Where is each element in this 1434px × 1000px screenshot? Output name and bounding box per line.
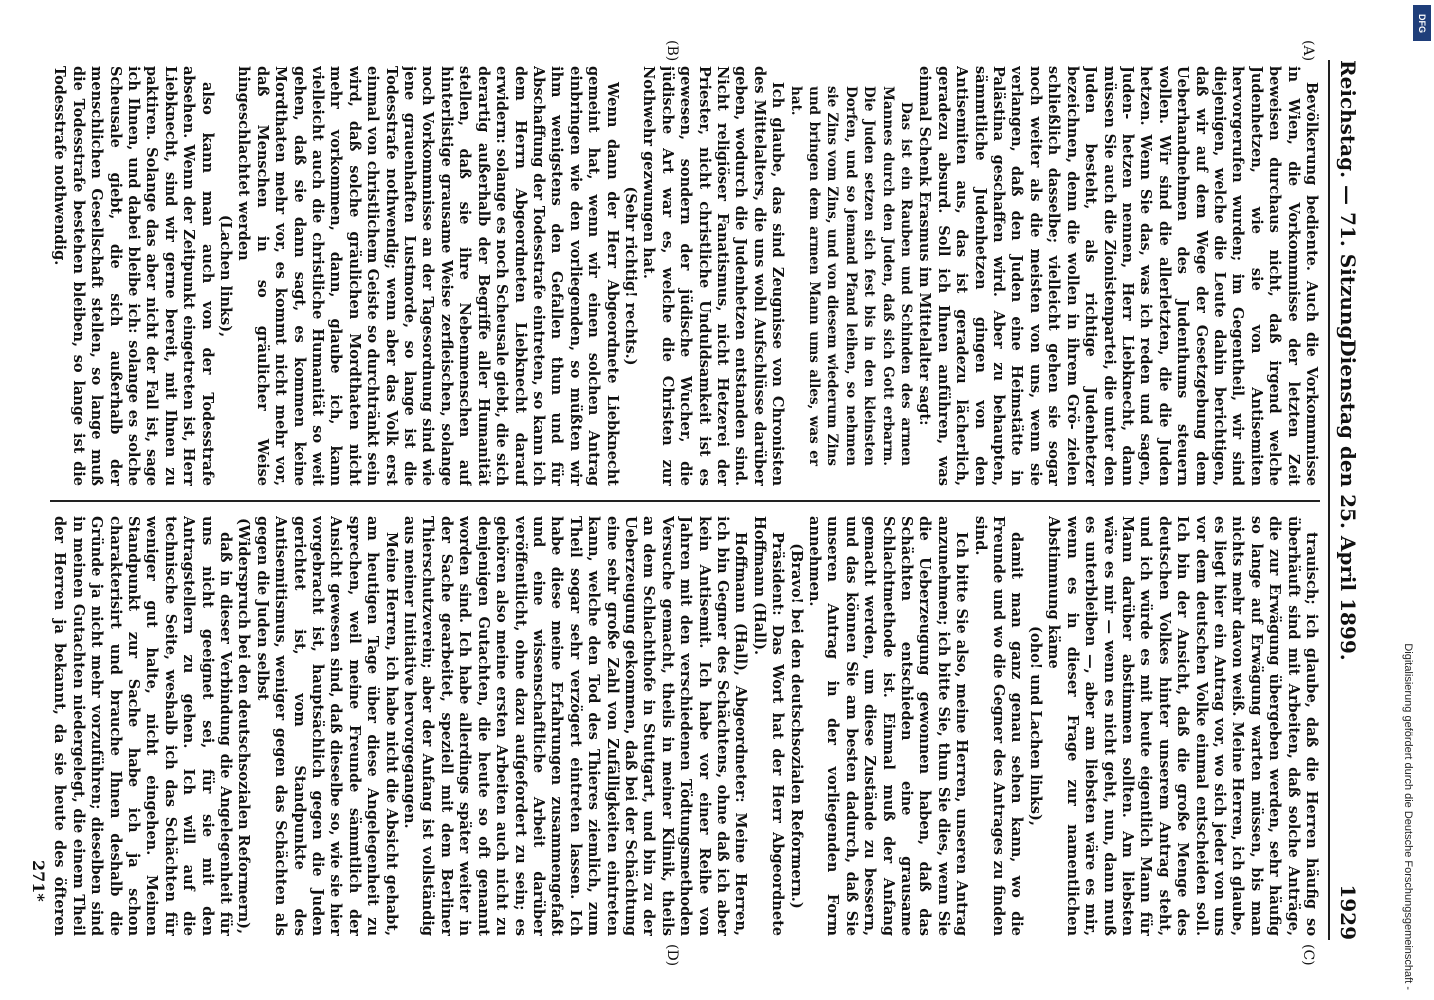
margin-marker-c: (C) (1300, 944, 1316, 966)
paragraph: Wenn dann der Herr Abgeordnete Liebknecht gemeint hat, wenn wir einen solchen Antrag einbringen wie den vorliegenden, so müßten wir ihm wenigstens den Gefallen thun und für Abschaffung der Todesstrafe eintreten, so kann ich dem Herrn Abgeordneten Liebknecht darauf erwidern: solange es noch Scheusale giebt, die sich derartig außerhalb der Begriffe aller Humanität stellen, daß sie ihre Nebenmenschen auf hinterlistige grausame Weise zerfleischen, solange noch Vorkommnisse an der Tagesordnung sind wie jene grauenhaften Lustmorde, so lange ist die Todesstrafe nothwendig; wenn aber das Volk erst einmal von christlichem Geiste so durchtränkt sein wird, daß solche gräulichen Mordthaten nicht mehr vorkommen, dann, glaube ich, kann vielleicht auch die christliche Humanität so weit gehen, daß sie dann sagt, es kommen keine Mordthaten mehr vor, es kommt nicht mehr vor, daß Menschen in so gräulicher Weise hingeschlachtet werden (235, 66, 621, 486)
paragraph: Ich bitte Sie also, meine Herren, unseren Antrag anzunehmen; ich bitte Sie, thun Sie dies, wenn Sie die Ueberzeugung gewonnen haben, daß das Schächten entschieden eine grausame Schlachtmethode ist. Einmal muß der Anfang gemacht werden, um diese Zustände zu bessern, und das können Sie am besten dadurch, daß Sie unseren Antrag in der vorliegenden Form annehmen. (806, 516, 971, 936)
interjection: (Widerspruch bei den deutschsozialen Reformern), (235, 517, 253, 935)
paragraph: Meine Herren, ich habe nicht die Absicht gehabt, am heutigen Tage über diese Angelegenheit zu sprechen, weil meine Freunde sämmtlich der Ansicht gewesen sind, daß dieselbe so, wie sie hier vorgebracht ist, hauptsächlich gegen die Juden gerichtet ist, vom Standpunkte des Antisemitismus, weniger gegen das Schächten als gegen die Juden selbst (253, 516, 400, 936)
left-column (50, 66, 1320, 486)
interjection: (oho! und Lachen links), (1026, 626, 1044, 826)
margin-marker-b: (B) (664, 40, 680, 62)
paragraph: also kann man auch von der Todesstrafe absehen. Wenn der Zeitpunkt eingetreten ist, Herr Liebknecht, sind wir gerne bereit, mit Ihnen zu paktiren. Solange das aber nicht der Fall ist, sage ich Ihnen, und dabei bleibe ich: solange es solche Scheusale giebt, die sich außerhalb der menschlichen Gesellschaft stellen, so lange muß die Todesstrafe bestehen bleiben, so lange ist die Todesstrafe nothwendig. (51, 66, 216, 486)
paragraph: Ich glaube, das sind Zeugnisse von Chronisten des Mittelalters, die uns wohl Aufschlüsse darüber geben, wodurch die Judenhetzen entstanden sind. Nicht religiöser Fanatismus, nicht Hetzerei der Priester, nicht christliche Unduldsamkeit ist es gewesen, sondern der jüdische Wucher, die jüdische Art war es, welche die Christen zur Nothwehr gezwungen hat. (640, 66, 787, 486)
header-center: Dienstag den 25. April 1899. (1336, 339, 1360, 661)
paragraph: Bevölkerung bediente. Auch die Vorkommnisse in Wien, die Vorkommnisse der letzten Zeit beweisen durchaus nicht, daß irgend welche Judenhetzen, wie sie von Antisemiten hervorgerufen wurden; im Gegentheil, wir sind diejenigen, welche die Leute dahin berichtigen, daß wir auf dem Wege der Gesetzgebung dem Ueberhandnehmen des Judenthums steuern wollen. Wir sind die allerletzten, die die Juden hetzen. Wenn Sie das, was ich reden und sagen, Juden- hetzen nennen, Herr Liebknecht, dann müssen Sie auch die Zionistenpartei, die unter den Juden besteht, als richtige Judenhetzer bezeichnen, denn die wollen in ihrem Grö- zielen schließlich dasselbe; vielleicht gehen sie sogar noch weiter als die meisten von uns, wenn sie verlangen, daß den Juden eine Heimstätte in Palästina geschaffen wird. Aber zu behaupten, sämmtliche Judenhetzen gingen von den Antisemiten aus, das ist geradezu lächerlich, geradezu absurd. Soll ich Ihnen anführen, was einmal Schenk Erasmus im Mittelalter sagt: (916, 66, 1320, 486)
quotation: Das ist ein Rauben und Schinden des armen Mannes durch den Juden, daß sich Gott erbarm. Die Juden setzen sich fest bis in den kleinsten Dorfen, und so jemand Pfand leihen, so nehmen sie Zins vom Zins, und von diesem wiederum Zins und bringen dem armen Mann ums alles, was er hat. (787, 86, 915, 466)
margin-marker-d: (D) (664, 944, 680, 967)
interjection: (Bravo! bei den deutschsozialen Reformern.) (787, 543, 805, 909)
margin-marker-a: (A) (1300, 40, 1316, 62)
paragraph: damit man ganz genau sehen kann, wo die Freunde und wo die Gegner des Antrages zu finden sind. (971, 516, 1026, 936)
interjection: (Sehr richtig! rechts.) (621, 186, 639, 366)
page-header (1330, 60, 1360, 940)
paragraph: Präsident: Das Wort hat der Herr Abgeordnete Hoffmann (Hall). (750, 516, 787, 936)
page-number: 1929 (1336, 884, 1360, 940)
paragraph: trauisch; ich glaube, daß die Herren häufig so überhäuft sind mit Arbeiten, daß solche Anträge, die zur Erwägung übergeben werden, sehr häufig so lange auf Erwägung warten müssen, bis man nichts mehr davon weiß. Meine Herren, ich glaube, es liegt hier ein Antrag vor, wo sich jeder von uns vor dem deutschen Volke einmal entscheiden soll. Ich bin der Ansicht, daß die große Menge des deutschen Volkes hinter unserem Antrag steht, und ich würde es mit heute eigentlich Mann für Mann darüber abstimmen sollten. Am liebsten wäre es mir — wenn es nicht geht, nun, dann muß es unterbleiben —, aber am liebsten wäre es mir, wenn es in dieser Frage zur namentlichen Abstimmung käme (1045, 516, 1320, 936)
header-left: Reichstag. — 71. Sitzung. (1336, 60, 1360, 347)
page-signature: 271* (29, 860, 48, 902)
column-divider (50, 500, 1320, 502)
digitization-credit: Digitalisierung gefördert durch die Deutsche Forschungsgemeinschaft - (1402, 643, 1414, 990)
dfg-logo: DFG (1413, 5, 1431, 41)
paragraph: Hoffmann (Hall), Abgeordneter: Meine Herren, ich bin Gegner des Schächtens, ohne daß ich aber kein Antisemit. Ich habe vor einer Reihe von Jahren mit den verschiedenen Tödtungsmethoden Versuche gemacht, theils in meiner Klinik, theils an dem Schlachthofe in Stuttgart, und bin zu der Ueberzeugung gekommen, daß bei der Schächtung eine sehr große Zahl von Zufälligkeiten eintreten kann, welche den Tod des Thieres ziemlich, zum Theil sogar sehr verzögert eintreten lassen. Ich habe diese meine Erfahrungen zusammengefaßt und eine wissenschaftliche Arbeit darüber veröffentlicht, ohne dazu aufgefordert zu sein; es gehören also meine ersten Arbeiten auch nicht zu denjenigen Gutachten, die heute so oft genannt worden sind. Ich habe allerdings später weiter in der Sache gearbeitet, speziell mit dem Berliner Thierschutzverein; aber der Anfang ist vollständig aus meiner Initiative hervorgegangen. (401, 516, 750, 936)
header-rule (1328, 60, 1330, 940)
interjection: (Lachen links), (217, 214, 235, 338)
right-column (50, 516, 1320, 936)
paragraph: daß in dieser Verbindung die Angelegenheit für uns nicht geeignet sei, für sie mit den Antragstellern zu gehen. Ich will auf die technische Seite, weshalb ich das Schächten für weniger gut halte, nicht eingehen. Meinen Standpunkt zur Sache habe ich ja schon charakterisirt und brauche Ihnen deshalb die Gründe ja nicht mehr vorzuführen; dieselben sind in meinen Gutachten niedergelegt, die einem Theil der Herren ja bekannt, da sie heute des öfteren (51, 516, 235, 936)
